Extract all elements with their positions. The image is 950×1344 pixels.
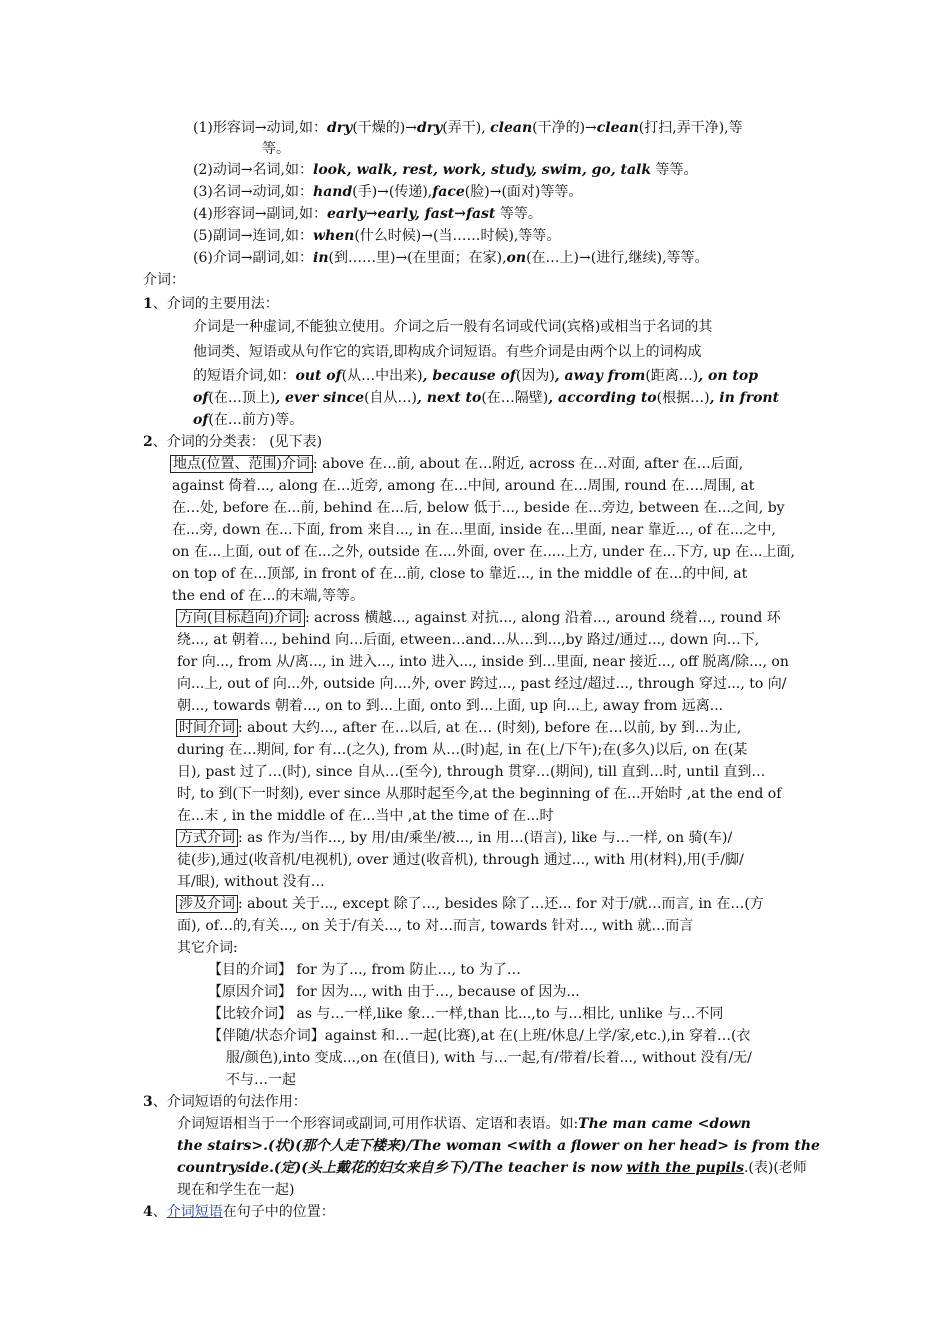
time-prepositions-line-1: 时间介词 : about 大约..., after 在…以后, at 在… (时刻), before 在…以前, by 到…为止,: [176, 718, 741, 738]
section-1-line-2: 他词类、短语或从句作它的宾语,即构成介词短语。有些介词是由两个以上的词构成: [193, 344, 702, 360]
place-prepositions-line-1: 地点(位置、范围)介词 : above 在…前, about 在…附近, across 在…对面, after 在…后面,: [170, 454, 743, 474]
comparison-prepositions: 【比较介词】 as 与…一样,like 象…一样,than 比...,to 与…相比, unlike 与…不同: [208, 1006, 724, 1022]
direction-prepositions-line-5: 朝..., towards 朝着..., on to 到...上面, onto 到...上面, up 向...上, away from 远离...: [177, 698, 724, 714]
conversion-line-1: (1)形容词→动词,如：dry(干燥的)→dry(弄干), clean(干净的)→clean(打扫,弄干净),等: [193, 120, 743, 136]
time-prepositions-line-3: 日), past 过了…(时), since 自从…(至今), through 贯穿…(期间), till 直到…时, until 直到…: [177, 764, 766, 780]
direction-prepositions-line-4: 向...上, out of 向...外, outside 向....外, over 跨过..., past 经过/超过..., through 穿过..., to 向/: [177, 676, 787, 692]
place-prepositions-line-7: the end of 在...的末端,等等。: [172, 588, 364, 604]
section-3-line-3: countryside.(定)(头上戴花的妇女来自乡下)/The teacher is now with the pupils.(表)(老师: [177, 1160, 807, 1176]
section-1-line-1: 介词是一种虚词,不能独立使用。介词之后一般有名词或代词(宾格)或相当于名词的其: [193, 319, 713, 335]
place-prepositions-line-4: 在...旁, down 在...下面, from 来自..., in 在...里面, inside 在...里面, near 靠近..., of 在...之中,: [172, 522, 776, 538]
preposition-heading: 介词：: [143, 272, 185, 288]
section-2-heading: 2、介词的分类表： (见下表): [143, 434, 323, 450]
place-prepositions-line-6: on top of 在...顶部, in front of 在...前, close to 靠近..., in the middle of 在...的中间, at: [172, 566, 748, 582]
about-prepositions-line-1: 涉及介词 : about 关于..., except 除了…, besides 除了…还... for 对于/就…而言, in 在…(方: [176, 894, 764, 914]
place-prepositions-line-5: on 在...上面, out of 在...之外, outside 在....外面, over 在.....上方, under 在...下方, up 在...上面,: [172, 544, 795, 560]
conversion-line-2: (2)动词→名词,如：look, walk, rest, work, study, swim, go, talk 等等。: [193, 162, 698, 178]
place-prepositions-line-3: 在…处, before 在...前, behind 在...后, below 低于..., beside 在...旁边, between 在...之间, by: [172, 500, 785, 516]
section-3-line-1: 介词短语相当于一个形容词或副词,可用作状语、定语和表语。如:The man came <down: [177, 1116, 751, 1132]
reason-prepositions: 【原因介词】 for 因为..., with 由于…, because of 因为...: [208, 984, 580, 1000]
conversion-line-4: (4)形容词→副词,如：early→early, fast→fast 等等。: [193, 206, 542, 222]
direction-prepositions-line-1: 方向(目标趋向)介词 : across 横越..., against 对抗..., along 沿着..., around 绕着..., round 环: [176, 608, 781, 628]
section-1-line-3: 的短语介词,如：out of(从…中出来), because of(因为), away from(距离…), on top: [193, 368, 758, 384]
place-prepositions-line-2: against 倚着..., along 在…近旁, among 在…中间, around 在…周围, round 在….周围, at: [172, 478, 755, 494]
time-prepositions-line-5: 在...末 , in the middle of 在...当中 ,at the time of 在...时: [177, 808, 554, 824]
conversion-line-5: (5)副词→连词,如：when(什么时候)→(当……时候),等等。: [193, 228, 561, 244]
section-3-line-4: 现在和学生在一起): [177, 1182, 295, 1198]
section-4-heading: 4、介词短语在句子中的位置：: [143, 1204, 335, 1220]
conversion-line-3: (3)名词→动词,如：hand(手)→(传递),face(脸)→(面对)等等。: [193, 184, 583, 200]
conversion-line-1-cont: 等。: [262, 141, 290, 157]
accompaniment-prepositions-line-2: 服/颜色),into 变成...,on 在(值日), with 与…一起,有/带着/长着..., without 没有/无/: [226, 1050, 752, 1066]
about-label: 涉及介词: [176, 895, 238, 913]
purpose-prepositions: 【目的介词】 for 为了..., from 防止…, to 为了…: [208, 962, 521, 978]
manner-prepositions-line-2: 徒(步),通过(收音机/电视机), over 通过(收音机), through 通过..., with 用(材料),用(手/脚/: [177, 852, 744, 868]
section-3-heading: 3、介词短语的句法作用：: [143, 1094, 307, 1110]
about-prepositions-line-2: 面), of…的,有关..., on 关于/有关..., to 对…而言, towards 针对..., with 就…而言: [177, 918, 694, 934]
manner-prepositions-line-3: 耳/眼), without 没有…: [177, 874, 325, 890]
manner-prepositions-line-1: 方式介词 : as 作为/当作..., by 用/由/乘坐/被..., in 用…(语言), like 与…一样, on 骑(车)/: [176, 828, 732, 848]
time-prepositions-line-2: during 在…期间, for 有…(之久), from 从…(时)起, in 在(上/下午);在(多久)以后, on 在(某: [177, 742, 748, 758]
accompaniment-prepositions-line-3: 不与…一起: [226, 1072, 296, 1088]
accompaniment-prepositions-line-1: 【伴随/状态介词】against 和…一起(比赛),at 在(上班/休息/上学/家,etc.),in 穿着…(衣: [208, 1028, 751, 1044]
conversion-line-6: (6)介词→副词,如：in(到……里)→(在里面；在家),on(在…上)→(进行,继续),等等。: [193, 250, 709, 266]
section-1-heading: 1、介词的主要用法：: [143, 296, 279, 312]
section-1-line-4: of(在…顶上), ever since(自从…), next to(在…隔壁), according to(根据…), in front: [193, 390, 780, 406]
direction-prepositions-line-2: 绕..., at 朝着..., behind 向…后面, etween…and…从…到...,by 路过/通过..., down 向…下,: [177, 632, 760, 648]
time-label: 时间介词: [176, 719, 238, 737]
manner-label: 方式介词: [176, 829, 238, 847]
prepositional-phrase-link[interactable]: 介词短语: [166, 1204, 223, 1220]
other-prepositions-heading: 其它介词:: [177, 940, 238, 956]
direction-label: 方向(目标趋向)介词: [176, 609, 305, 627]
section-3-line-2: the stairs>.(状)(那个人走下楼来)/The woman <with a flower on her head> is from the: [177, 1138, 820, 1154]
time-prepositions-line-4: 时, to 到(下一时刻), ever since 从那时起至今,at the beginning of 在...开始时 ,at the end of: [177, 786, 782, 802]
place-label: 地点(位置、范围)介词: [170, 455, 313, 473]
direction-prepositions-line-3: for 向..., from 从/离..., in 进入..., into 进入..., inside 到...里面, near 接近..., off 脱离/除..., on: [177, 654, 789, 670]
section-1-line-5: of(在…前方)等。: [193, 412, 304, 428]
